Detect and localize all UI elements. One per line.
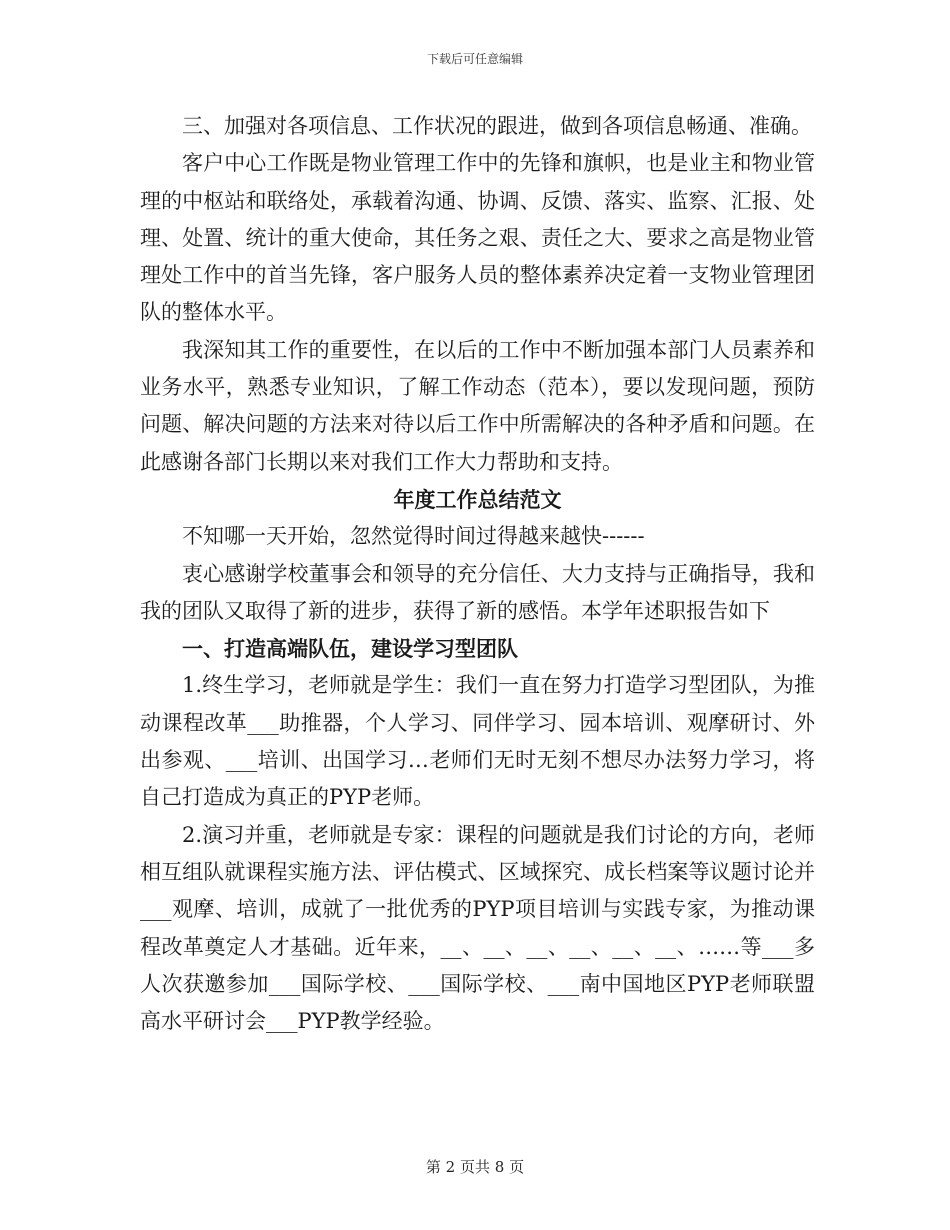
paragraph-teachers-experts: 2.演习并重，老师就是专家：课程的问题就是我们讨论的方向，老师相互组队就课程实施方法、评估模式、区域探究、成长档案等议题讨论并___观摩、培训，成就了一批优秀的PYP项目培训与实践专家，为推动课程改革奠定人才基础。近年来，__、__、__、__、__、__、……等___多人次获邀参加___国际学校、___国际学校、___南中国地区PYP老师联盟高水平研讨会___PYP教学经验。 — [140, 822, 815, 1034]
page-header: 下载后可任意编辑 — [426, 52, 523, 66]
paragraph-time: 不知哪一天开始，忽然觉得时间过得越来越快------ — [182, 524, 645, 549]
heading-team-building: 一、打造高端队伍，建设学习型团队 — [182, 636, 518, 662]
section-title: 年度工作总结范文 — [393, 486, 562, 512]
paragraph-thanks: 衷心感谢学校董事会和领导的充分信任、大力支持与正确指导，我和我的团队又取得了新的进步，获得了新的感悟。本学年述职报告如下 — [140, 561, 815, 623]
paragraph-customer-center: 客户中心工作既是物业管理工作中的先锋和旗帜，也是业主和物业管理的中枢站和联络处，承载着沟通、协调、反馈、落实、监察、汇报、处理、处置、统计的重大使命，其任务之艰、责任之大、要求之高是物业管理处工作中的首当先锋，客户服务人员的整体素养决定着一支物业管理团队的整体水平。 — [140, 151, 815, 325]
document-body — [140, 108, 815, 1040]
page-number: 第 2 页共 8 页 — [425, 1158, 525, 1176]
paragraph-lifelong-learning: 1.终生学习，老师就是学生：我们一直在努力打造学习型团队，为推动课程改革___助推器，个人学习、同伴学习、园本培训、观摩研讨、外出参观、___培训、出国学习…老师们无时无刻不想尽办法努力学习，将自己打造成为真正的PYP老师。 — [140, 673, 815, 810]
paragraph-info-tracking: 三、加强对各项信息、工作状况的跟进，做到各项信息畅通、准确。 — [182, 114, 812, 138]
paragraph-importance: 我深知其工作的重要性，在以后的工作中不断加强本部门人员素养和业务水平，熟悉专业知识，了解工作动态（范本），要以发现问题，预防问题、解决问题的方法来对待以后工作中所需解决的各种矛盾和问题。在此感谢各部门长期以来对我们工作大力帮助和支持。 — [140, 337, 815, 474]
